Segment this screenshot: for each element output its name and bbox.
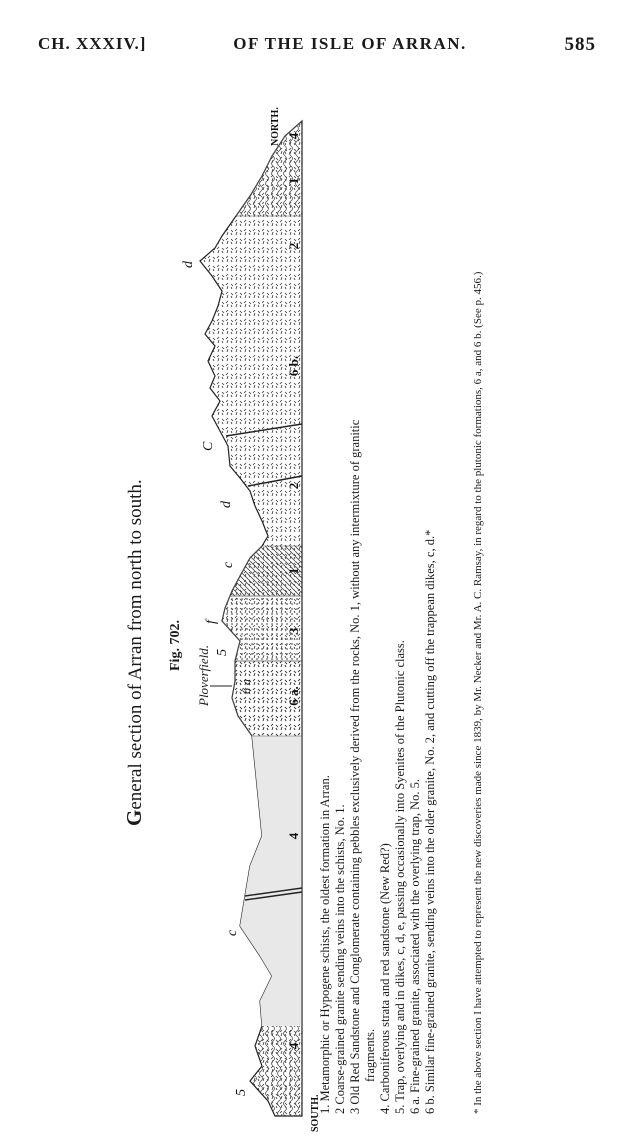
profile-letter: d [219,501,234,508]
base-number: 4 [286,1042,301,1050]
base-number: 2 [286,242,301,250]
profile-letter: c [225,929,240,936]
figure-number: Fig. 702. [168,620,183,671]
base-number: 6 b. [286,355,301,377]
north-label: NORTH. [270,107,281,146]
base-number: 2 [286,482,301,490]
page-number: 585 [564,34,596,55]
base-number: 1 [286,567,301,575]
profile-letter: 5 [234,1089,249,1096]
legend [318,134,438,1114]
chapter-heading: CH. XXXIV.] [38,34,147,53]
south-label: SOUTH. [310,1094,321,1132]
running-title: OF THE ISLE OF ARRAN. [233,34,467,53]
base-number: 4 [286,132,301,140]
footnote: * In the above section I have attempted to represent the new discoveries made since 1839, by Mr. Necker and Mr. A. C. Ramsay, in regard to the plutonic formations, 6 a, and 6 b. (See p. 456.) [472,271,484,1114]
legend-item: 6 a. Fine-grained granite, associated with the overlying trap, No. 5. [408,779,422,1114]
legend-item: 5. Trap, overlying and in dikes, c, d, e, passing occasionally into Syenites of the Plutonic class. [393,640,407,1114]
profile-letter: f [204,620,219,624]
legend-item: 3 Old Red Sandstone and Conglomerate containing pebbles exclusively derived from the rocks, No. 1, without any intermixture of granitic [348,419,362,1114]
legend-item: 2 Coarse-grained granite sending veins into the schists, No. 1. [333,804,347,1114]
base-number: 1 [286,177,301,185]
legend-item: 4. Carboniferous strata and red sandstone (New Red?) [378,843,392,1114]
rotated-figure-block [0,76,636,1136]
profile-letter: c [221,561,236,568]
base-number: 4 [286,832,301,840]
place-label: Ploverfield. [196,644,211,706]
legend-item: 1. Metamorphic or Hypogene schists, the oldest formation in Arran. [318,775,332,1114]
caption-initial: G [122,809,146,826]
legend-item: 6 b. Similar fine-grained granite, sending veins into the older granite, No. 2, and cutting off the trappean dikes, c, d.* [423,529,437,1114]
base-number: 3 [286,627,301,635]
profile-letter: C [201,441,216,451]
profile-letter: 5 [215,649,230,656]
caption-text: eneral section of Arran from north to south. [125,479,146,810]
legend-item-continued: fragments. [363,1028,377,1082]
base-number: 6 a. [286,686,301,706]
profile-letter: d [181,261,196,268]
profile-letter: 6 a [239,679,253,694]
